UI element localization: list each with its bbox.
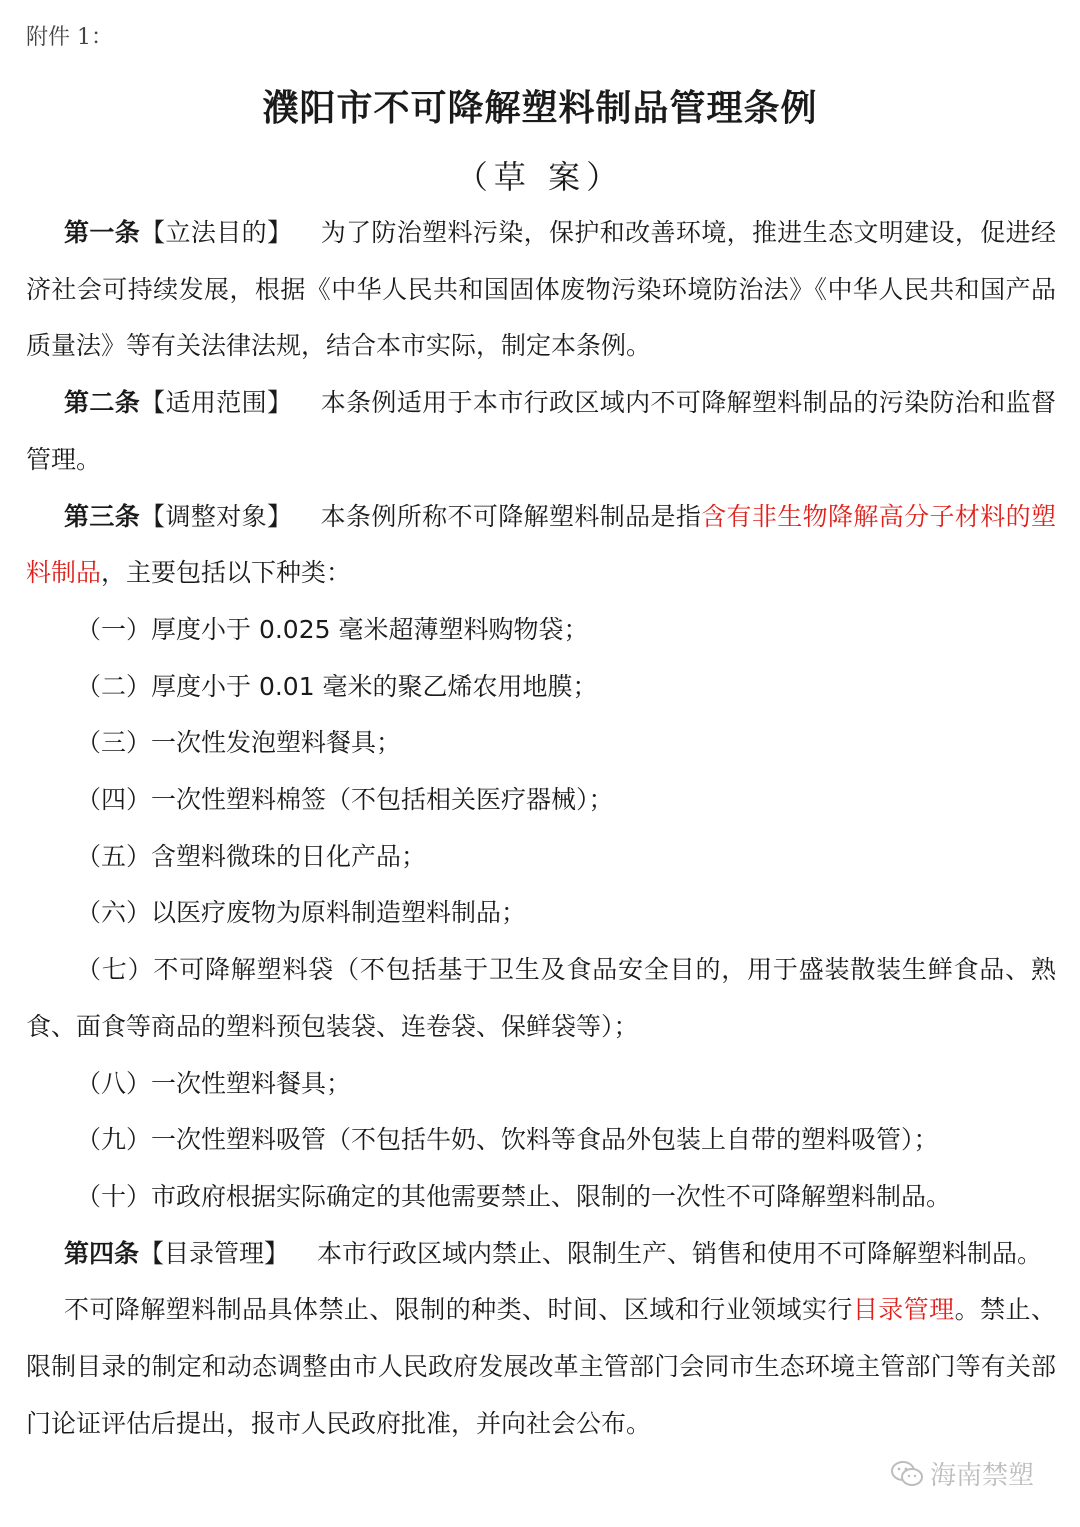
article-4-text: 本市行政区域内禁止、限制生产、销售和使用不可降解塑料制品。 xyxy=(317,1238,1043,1268)
article-4-para2-a: 不可降解塑料制品具体禁止、限制的种类、时间、区域和行业领域实行 xyxy=(64,1295,853,1325)
attachment-label: 附件 1： xyxy=(26,25,113,50)
list-item-10: （十）市政府根据实际确定的其他需要禁止、限制的一次性不可降解塑料制品。 xyxy=(76,1181,952,1211)
article-3-head: 第三条 xyxy=(64,501,141,531)
watermark xyxy=(890,1455,1034,1492)
list-item-1: （一）厚度小于 0.025 毫米超薄塑料购物袋； xyxy=(76,614,589,644)
document-subtitle: （草 案） xyxy=(455,158,625,196)
list-item-6: （六）以医疗废物为原料制造塑料制品； xyxy=(76,898,527,928)
article-4 xyxy=(26,1226,1056,1283)
article-1 xyxy=(26,205,1056,375)
article-1-text: 为了防治塑料污染，保护和改善环境，推进生态文明建设，促进经济社会可持续发展，根据《中华人民共和国固体废物污染环境防治法》《中华人民共和国产品质量法》等有关法律法规，结合本市实际，制定本条例。 xyxy=(26,218,1056,361)
list-item-4: （四）一次性塑料棉签（不包括相关医疗器械）； xyxy=(76,785,614,815)
wechat-icon xyxy=(890,1459,924,1489)
article-4-topic: 【目录管理】 xyxy=(139,1238,290,1268)
article-2-topic: 【适用范围】 xyxy=(140,388,293,418)
article-4-para2-b: 。禁止、限制目录的制定和动态调整由市人民政府发展改革主管部门会同市生态环境主管部门等有关部门论证评估后提出，报市人民政府批准，并向社会公布。 xyxy=(26,1295,1056,1438)
document-title: 濮阳市不可降解塑料制品管理条例 xyxy=(262,88,818,129)
article-3-topic: 【调整对象】 xyxy=(140,501,293,531)
list-item-9: （九）一次性塑料吸管（不包括牛奶、饮料等食品外包装上自带的塑料吸管）； xyxy=(76,1125,939,1155)
article-2 xyxy=(26,375,1056,488)
article-1-topic: 【立法目的】 xyxy=(140,218,293,247)
list-item-8: （八）一次性塑料餐具； xyxy=(76,1068,352,1098)
list-item-2: （二）厚度小于 0.01 毫米的聚乙烯农用地膜； xyxy=(76,671,598,701)
document-body xyxy=(26,205,1056,1452)
article-4-paragraph-2 xyxy=(26,1282,1056,1452)
list-item-5: （五）含塑料微珠的日化产品； xyxy=(76,841,427,871)
article-4-highlight: 目录管理 xyxy=(852,1295,955,1325)
list-item-7: （七）不可降解塑料袋（不包括基于卫生及食品安全目的，用于盛装散装生鲜食品、熟食、面食等商品的塑料预包装袋、连卷袋、保鲜袋等）； xyxy=(26,955,1056,1041)
article-3 xyxy=(26,489,1056,602)
article-1-head: 第一条 xyxy=(64,218,141,247)
article-4-head: 第四条 xyxy=(64,1238,140,1268)
article-3-highlight: 含有非生物降解高分子材料的塑料制品 xyxy=(26,501,1056,588)
article-2-text: 本条例适用于本市行政区域内不可降解塑料制品的污染防治和监督管理。 xyxy=(26,388,1056,474)
watermark-text: 海南禁塑 xyxy=(930,1461,1035,1491)
article-2-head: 第二条 xyxy=(64,388,141,418)
article-3-text-a: 本条例所称不可降解塑料制品是指 xyxy=(320,501,702,531)
article-3-text-b: ，主要包括以下种类： xyxy=(101,558,352,588)
list-item-3: （三）一次性发泡塑料餐具； xyxy=(76,728,402,758)
